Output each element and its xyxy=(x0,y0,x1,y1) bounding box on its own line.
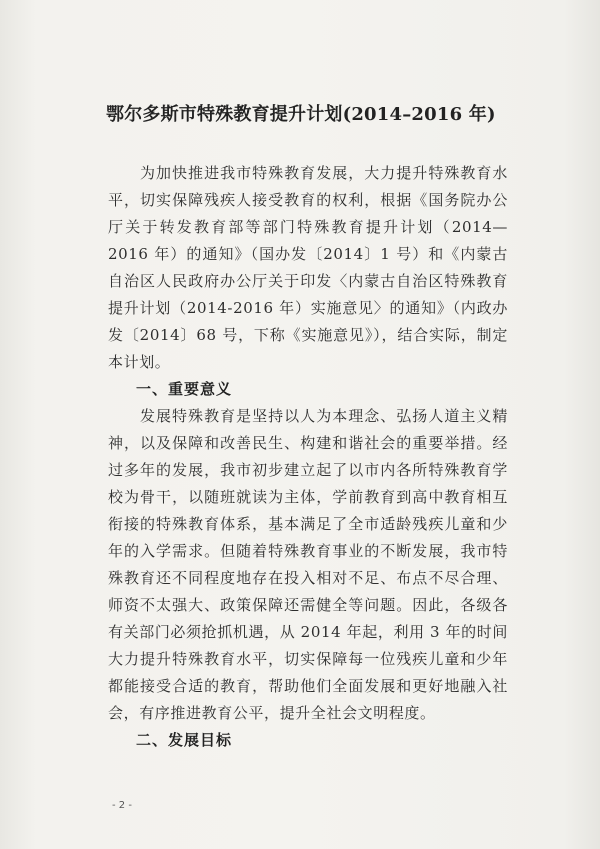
document-body xyxy=(108,160,508,754)
section-heading-significance: 一、重要意义 xyxy=(136,380,233,398)
page-number: - 2 - xyxy=(112,800,132,811)
intro-paragraph: 为加快推进我市特殊教育发展，大力提升特殊教育水平，切实保障残疾人接受教育的权利，根据《国务院办公厅关于转发教育部等部门特殊教育提升计划（2014—2016 年）的通知》（国办发〔2014〕1 号）和《内蒙古自治区人民政府办公厅关于印发〈内蒙古自治区特殊教育提升计划（2014-2016 年）实施意见〉的通知》（内政办发〔2014〕68 号，下称《实施意见》），结合实际，制定本计划。 xyxy=(108,164,508,371)
document-title: 鄂尔多斯市特殊教育提升计划(2014–2016 年) xyxy=(106,104,496,125)
significance-paragraph: 发展特殊教育是坚持以人为本理念、弘扬人道主义精神，以及保障和改善民生、构建和谐社会的重要举措。经过多年的发展，我市初步建立起了以市内各所特殊教育学校为骨干，以随班就读为主体，学前教育到高中教育相互衔接的特殊教育体系，基本满足了全市适龄残疾儿童和少年的入学需求。但随着特殊教育事业的不断发展，我市特殊教育还不同程度地存在投入相对不足、布点不尽合理、师资不太强大、政策保障还需健全等问题。因此，各级各有关部门必须抢抓机遇，从 2014 年起，利用 3 年的时间大力提升特殊教育水平，切实保障每一位残疾儿童和少年都能接受合适的教育，帮助他们全面发展和更好地融入社会，有序推进教育公平，提升全社会文明程度。 xyxy=(108,407,508,722)
section-heading-goals: 二、发展目标 xyxy=(136,731,233,749)
